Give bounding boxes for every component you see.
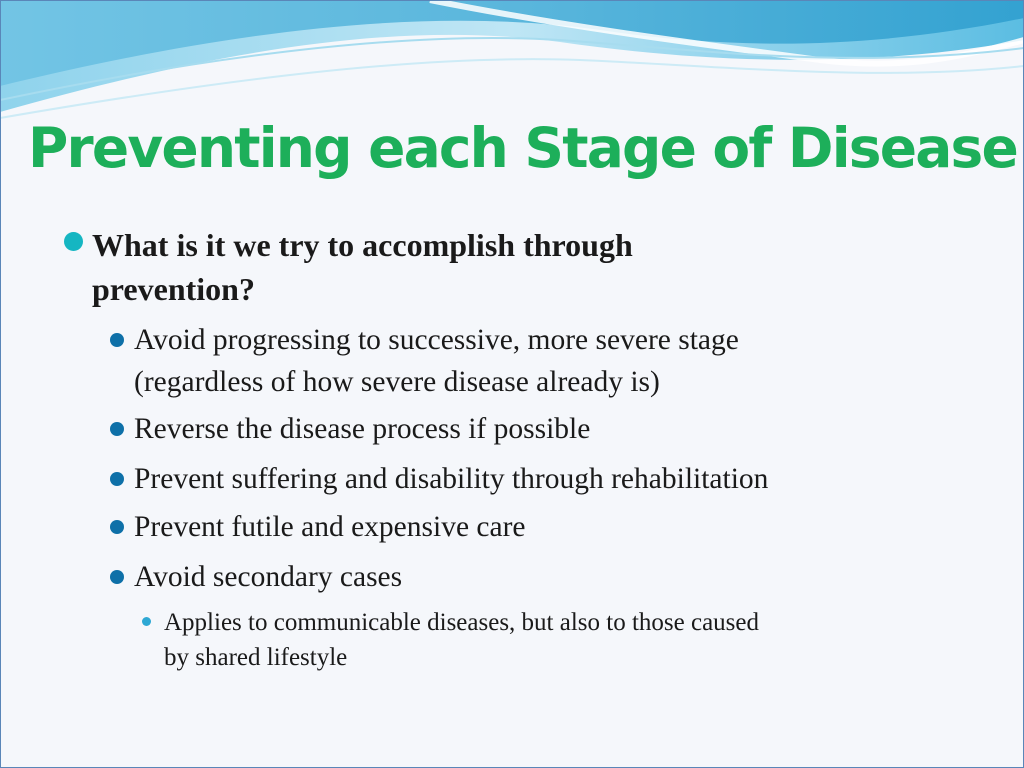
subpoint-line-1: Applies to communicable diseases, but also to those caused: [164, 609, 760, 636]
bullet-icon: [110, 520, 124, 534]
question-line-2: prevention?: [92, 271, 255, 307]
bullet-icon: [110, 472, 124, 486]
point-5-line-1: Avoid secondary cases: [134, 561, 403, 593]
question-line-1: What is it we try to accomplish through: [92, 227, 633, 263]
point-2-line-1: Reverse the disease process if possible: [134, 413, 591, 445]
bullet-icon: [110, 422, 124, 436]
bullet-icon: [64, 232, 83, 251]
bullet-icon: [142, 617, 151, 626]
point-4-line-1: Prevent futile and expensive care: [134, 511, 526, 543]
point-1-line-2: (regardless of how severe disease already is): [134, 366, 660, 398]
point-3-line-1: Prevent suffering and disability through rehabilitation: [134, 463, 769, 495]
subpoint-line-2: by shared lifestyle: [164, 644, 348, 671]
slide-title: Preventing each Stage of Disease: [28, 116, 1017, 180]
bullet-icon: [110, 570, 124, 584]
point-1-line-1: Avoid progressing to successive, more severe stage: [134, 324, 739, 356]
bullet-icon: [110, 333, 124, 347]
